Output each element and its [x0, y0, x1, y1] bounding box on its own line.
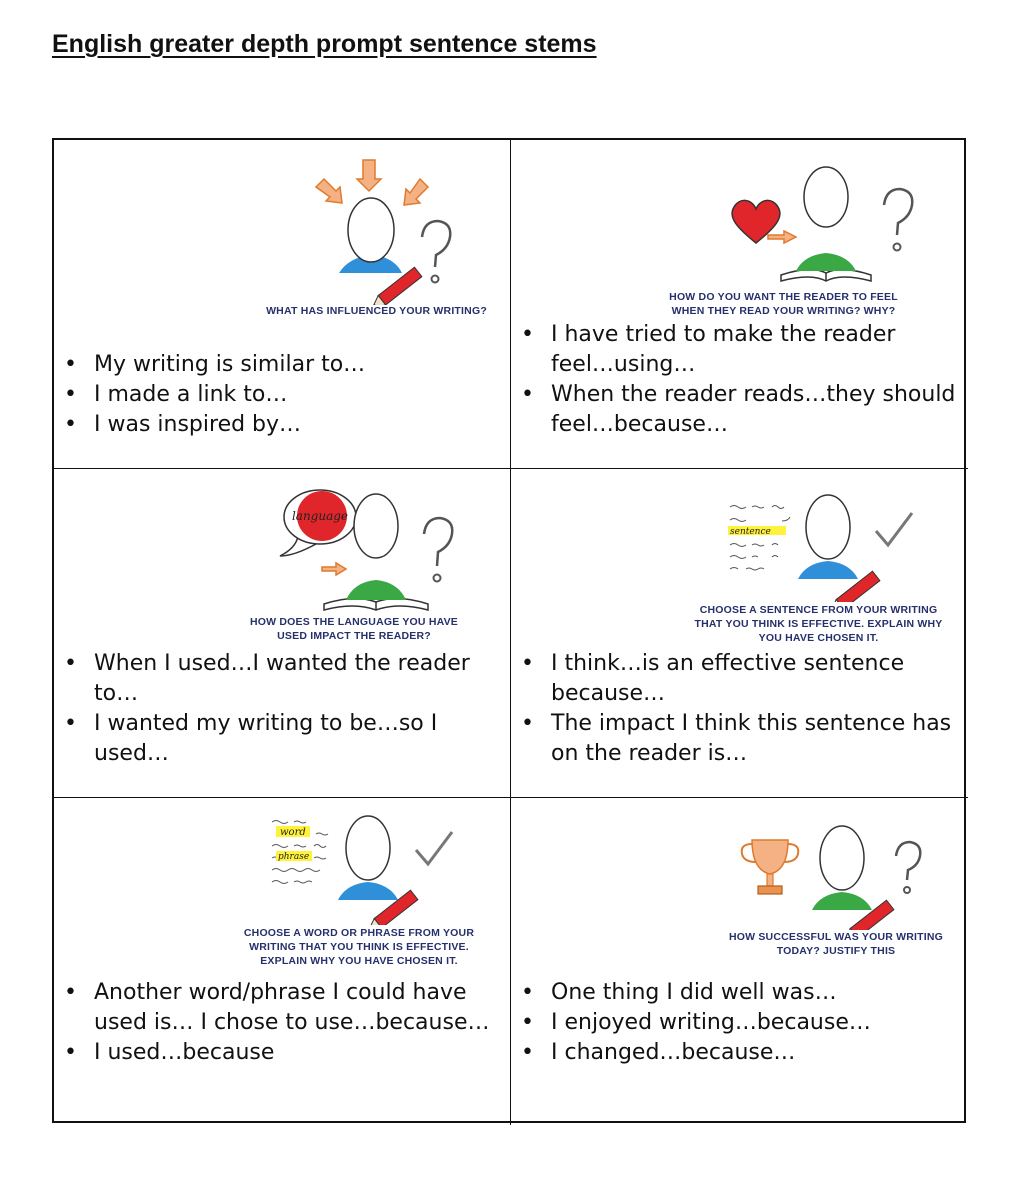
stem-item: • When the reader reads…they should feel…because…: [511, 380, 956, 440]
prompt-line: HOW DO YOU WANT THE READER TO FEEL: [669, 291, 898, 303]
card-prompt: [681, 603, 956, 645]
stem-item: • I was inspired by…: [54, 410, 499, 440]
card-prompt: [611, 290, 956, 318]
stem-item: • I wanted my writing to be…so I used…: [54, 709, 499, 769]
prompt-line: TODAY? JUSTIFY THIS: [776, 945, 896, 957]
prompt-line: WHEN THEY READ YOUR WRITING? WHY?: [671, 305, 896, 317]
stem-list: [511, 978, 956, 1068]
card-prompt: WHAT HAS INFLUENCED YOUR WRITING?: [266, 305, 487, 317]
card-language-impact: [54, 469, 511, 798]
heart-reader-icon: [726, 165, 936, 285]
highlight-text: sentence: [730, 527, 771, 537]
stem-list: [511, 320, 956, 440]
card-prompt: [711, 930, 961, 958]
prompt-line: CHOOSE A WORD OR PHRASE FROM YOUR: [243, 927, 475, 939]
highlight-word: word: [280, 827, 306, 838]
prompt-line: WRITING THAT YOU THINK IS EFFECTIVE.: [249, 941, 469, 953]
stem-list: [54, 649, 499, 769]
stem-list: [511, 649, 956, 769]
prompt-line: EXPLAIN WHY YOU HAVE CHOSEN IT.: [260, 955, 458, 967]
prompt-line: HOW SUCCESSFUL WAS YOUR WRITING: [728, 931, 944, 943]
stem-item: • The impact I think this sentence has on the reader is…: [511, 709, 956, 769]
prompt-line: HOW DOES THE LANGUAGE YOU HAVE: [249, 616, 459, 628]
stem-list: [54, 350, 499, 440]
card-word-phrase: [54, 798, 511, 1125]
stem-item: • I think…is an effective sentence because…: [511, 649, 956, 709]
stem-item: • When I used…I wanted the reader to…: [54, 649, 499, 709]
trophy-icon: [736, 820, 946, 930]
stem-item: • My writing is similar to…: [54, 350, 499, 380]
card-prompt: [214, 615, 494, 643]
prompt-line: CHOOSE A SENTENCE FROM YOUR WRITING: [699, 604, 938, 616]
page-title: English greater depth prompt sentence stems: [52, 30, 597, 58]
stem-item: • I have tried to make the reader feel…using…: [511, 320, 956, 380]
influence-idea-icon: [304, 155, 454, 305]
bubble-text: language: [291, 509, 349, 523]
prompt-grid: [52, 138, 966, 1123]
prompt-line: THAT YOU THINK IS EFFECTIVE. EXPLAIN WHY: [694, 618, 943, 630]
word-phrase-check-icon: [266, 810, 476, 925]
stem-item: • I enjoyed writing…because…: [511, 1008, 956, 1038]
stem-item: • I used…because: [54, 1038, 499, 1068]
prompt-line: YOU HAVE CHOSEN IT.: [758, 632, 879, 644]
card-influence: [54, 140, 511, 469]
card-reader-feel: [511, 140, 968, 469]
stem-item: • I made a link to…: [54, 380, 499, 410]
language-bubble-icon: [274, 484, 474, 614]
stem-item: • Another word/phrase I could have used is… I chose to use…because…: [54, 978, 499, 1038]
card-success: [511, 798, 968, 1125]
stem-list: [54, 978, 499, 1068]
sentence-check-icon: [716, 487, 936, 602]
stem-item: • I changed…because…: [511, 1038, 956, 1068]
prompt-line: USED IMPACT THE READER?: [277, 630, 431, 642]
highlight-phrase: phrase: [278, 852, 310, 862]
card-prompt: [214, 926, 504, 968]
stem-item: • One thing I did well was…: [511, 978, 956, 1008]
card-effective-sentence: [511, 469, 968, 798]
